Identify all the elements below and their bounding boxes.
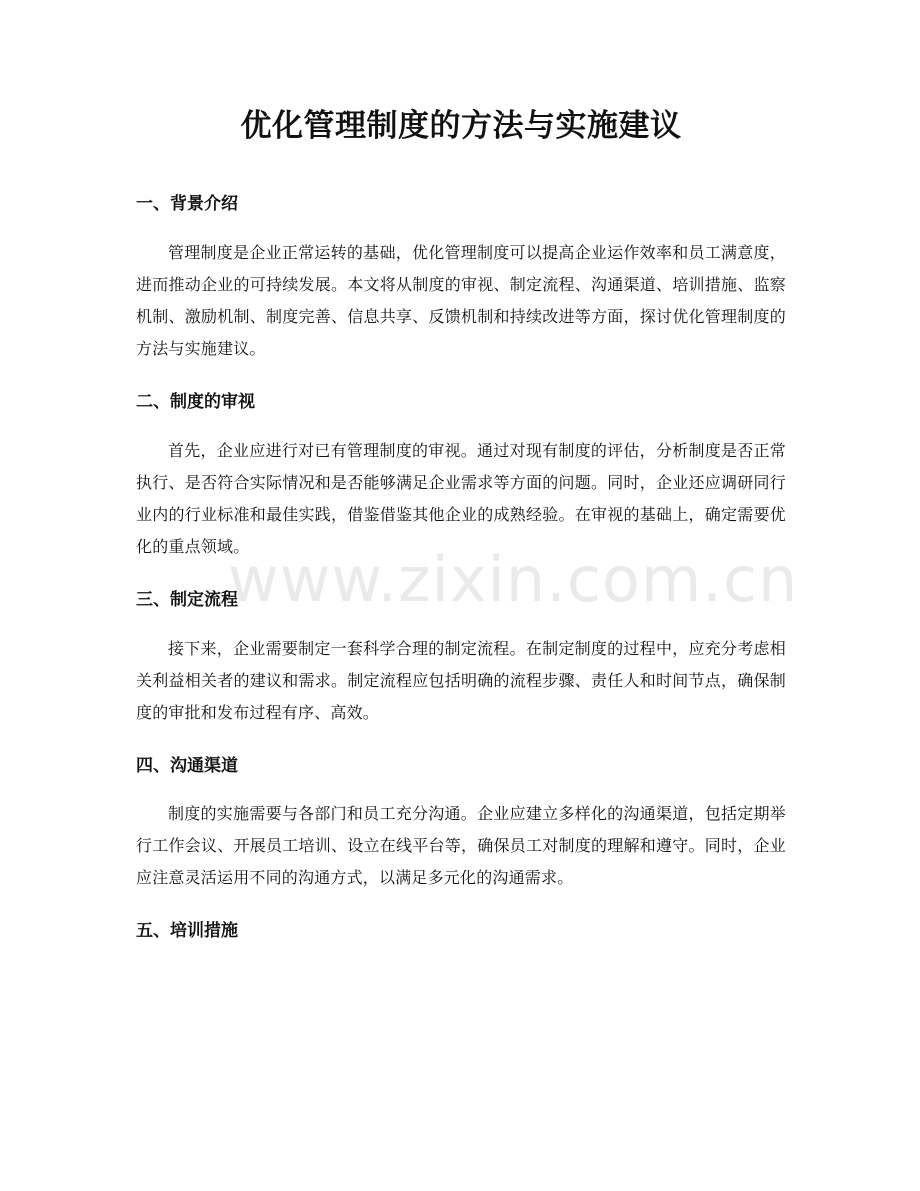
section-paragraph: 首先，企业应进行对已有管理制度的审视。通过对现有制度的评估，分析制度是否正常执行、是否符合实际情况和是否能够满足企业需求等方面的问题。同时，企业还应调研同行业内的行业标准和最佳实践，借鉴借鉴其他企业的成熟经验。在审视的基础上，确定需要优化的重点领域。 (136, 440, 786, 556)
section-heading: 三、制定流程 (136, 589, 238, 610)
section-heading: 四、沟通渠道 (136, 755, 238, 776)
section-process (136, 589, 786, 729)
document-content (136, 108, 786, 964)
section-paragraph: 制度的实施需要与各部门和员工充分沟通。企业应建立多样化的沟通渠道，包括定期举行工作会议、开展员工培训、设立在线平台等，确保员工对制度的理解和遵守。同时，企业应注意灵活运用不同的沟通方式，以满足多元化的沟通需求。 (136, 804, 786, 888)
section-review (136, 391, 786, 563)
section-heading: 二、制度的审视 (136, 391, 255, 412)
section-background (136, 193, 786, 365)
section-training (136, 920, 786, 944)
document-title: 优化管理制度的方法与实施建议 (240, 108, 682, 144)
section-heading: 一、背景介绍 (136, 194, 238, 215)
section-paragraph: 管理制度是企业正常运转的基础，优化管理制度可以提高企业运作效率和员工满意度，进而推动企业的可持续发展。本文将从制度的审视、制定流程、沟通渠道、培训措施、监察机制、激励机制、制度完善、信息共享、反馈机制和持续改进等方面，探讨优化管理制度的方法与实施建议。 (136, 242, 786, 358)
section-heading: 五、培训措施 (136, 921, 238, 942)
section-communication (136, 755, 786, 895)
section-paragraph: 接下来，企业需要制定一套科学合理的制定流程。在制定制度的过程中，应充分考虑相关利益相关者的建议和需求。制定流程应包括明确的流程步骤、责任人和时间节点，确保制度的审批和发布过程有序、高效。 (136, 638, 786, 722)
watermark-text: www.zixin.com.cn (228, 543, 799, 616)
